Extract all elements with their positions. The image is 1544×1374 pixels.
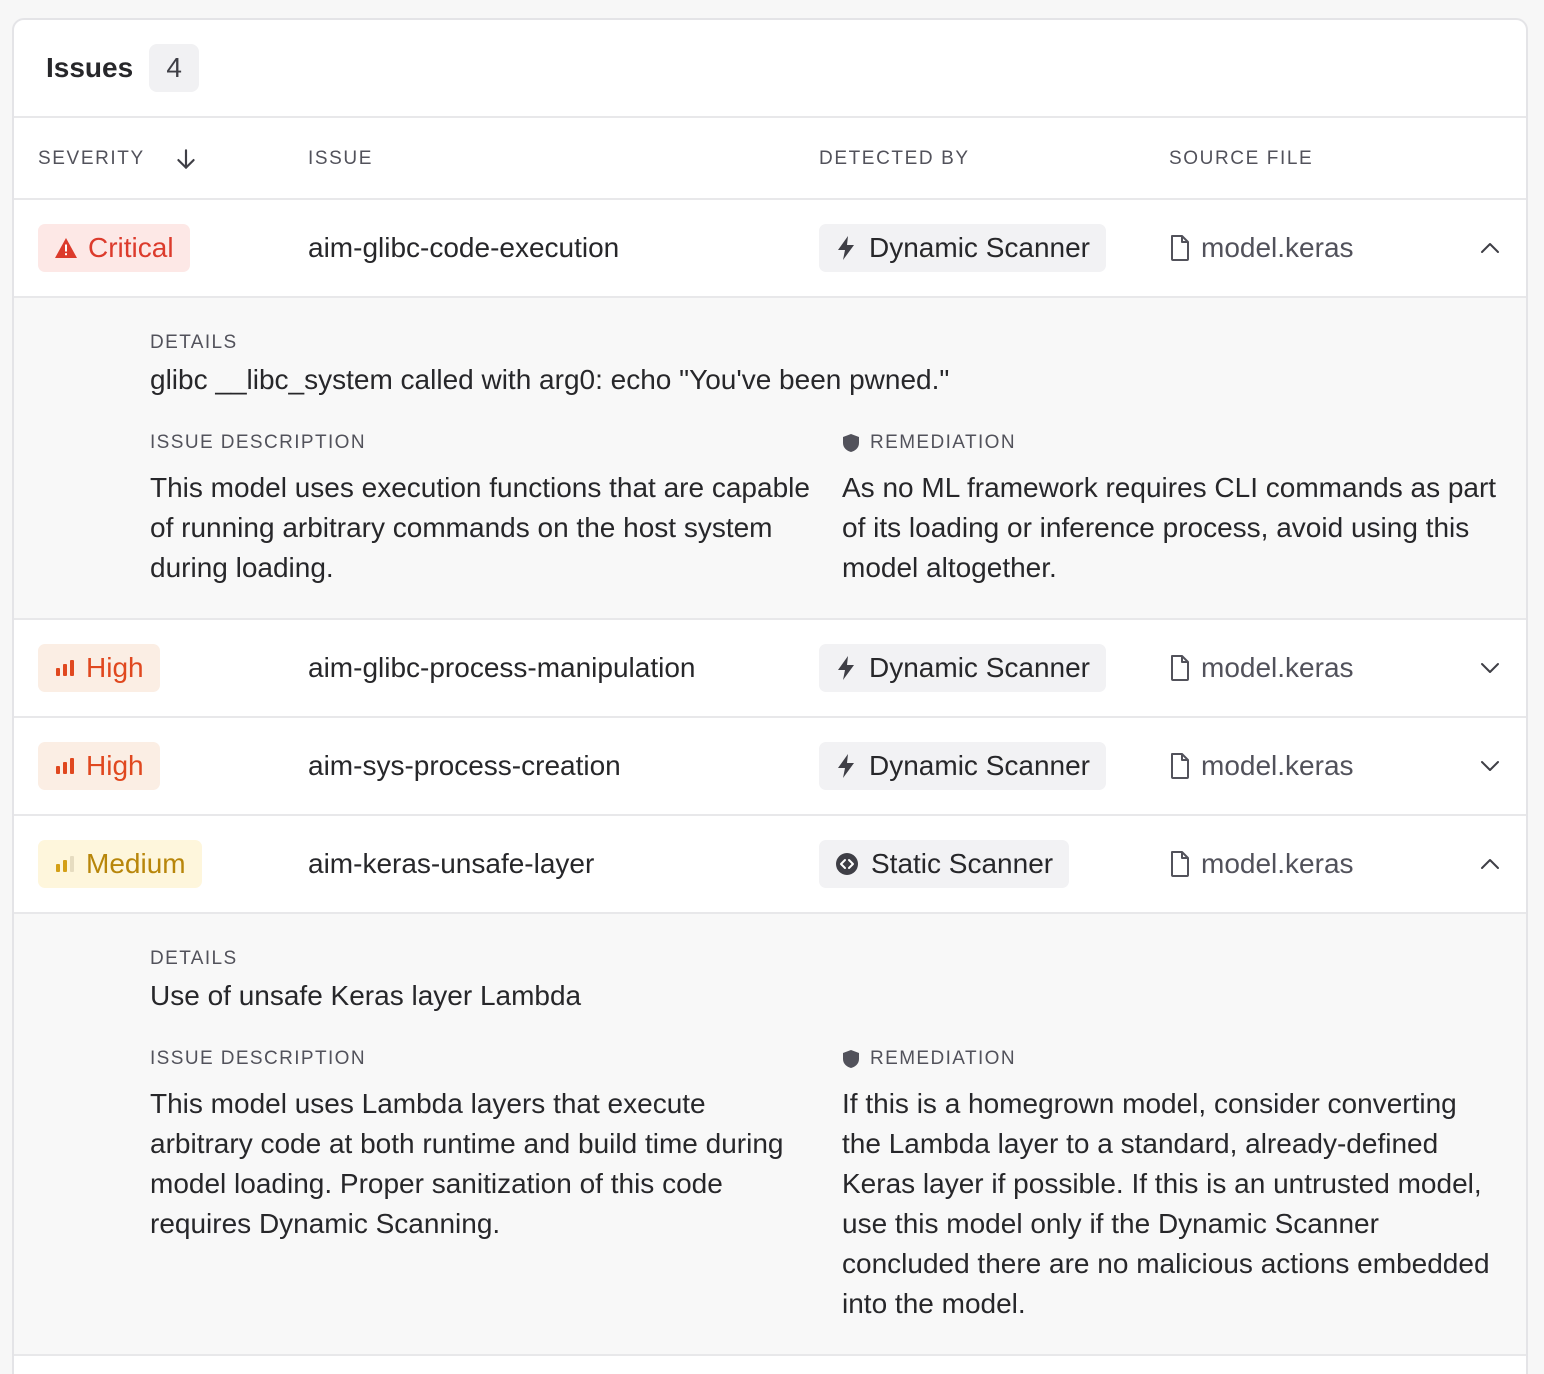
lightning-bolt-icon: [835, 235, 857, 261]
issue-name: aim-glibc-process-manipulation: [308, 652, 696, 683]
source-file: [1169, 200, 1354, 296]
severity-label: Medium: [86, 848, 186, 879]
lightning-bolt-icon: [835, 753, 857, 779]
severity-badge-medium: [38, 840, 202, 888]
file-icon: [1169, 850, 1191, 878]
table-row[interactable]: [14, 620, 1526, 718]
detected-by-badge: [819, 644, 1106, 692]
remediation-label-text: REMEDIATION: [870, 432, 1016, 453]
chevron-down-icon[interactable]: [1479, 661, 1501, 675]
table-row[interactable]: [14, 200, 1526, 298]
detected-by-label: Static Scanner: [871, 848, 1054, 879]
file-icon: [1169, 654, 1191, 682]
chevron-up-icon[interactable]: [1479, 857, 1501, 871]
sort-descending-icon[interactable]: [173, 146, 199, 172]
remediation-label-text: REMEDIATION: [870, 1048, 1016, 1069]
shield-icon: [842, 1049, 860, 1069]
source-file-label: model.keras: [1201, 750, 1354, 781]
chevron-down-icon[interactable]: [1479, 759, 1501, 773]
details-label: DETAILS: [150, 332, 238, 353]
remediation-label: [842, 432, 1502, 454]
issue-detail-panel: [14, 298, 1526, 620]
details-text: glibc __libc_system called with arg0: echo "You've been pwned.": [150, 364, 950, 395]
column-header-severity-label: SEVERITY: [38, 148, 145, 169]
panel-title: Issues: [46, 52, 134, 83]
source-file: [1169, 816, 1354, 912]
detected-by-label: Dynamic Scanner: [869, 652, 1090, 683]
remediation-text: As no ML framework requires CLI commands as part of its loading or inference process, avoid using this model altogether.: [842, 472, 1497, 583]
remediation-label: [842, 1048, 1502, 1070]
detected-by-badge: [819, 840, 1069, 888]
detected-by-badge: [819, 224, 1106, 272]
signal-bars-icon: [54, 658, 76, 678]
severity-label: High: [86, 652, 144, 683]
column-header-detected-by[interactable]: DETECTED BY: [819, 148, 970, 169]
severity-label: High: [86, 750, 144, 781]
table-header: [14, 118, 1526, 200]
issue-description-label: ISSUE DESCRIPTION: [150, 1048, 366, 1069]
issue-description-text: This model uses execution functions that are capable of running arbitrary commands on the host system during loading.: [150, 472, 810, 583]
signal-bars-icon: [54, 756, 76, 776]
detected-by-badge: [819, 742, 1106, 790]
issue-name: aim-sys-process-creation: [308, 750, 621, 781]
column-header-issue[interactable]: ISSUE: [308, 148, 374, 169]
detected-by-label: Dynamic Scanner: [869, 232, 1090, 263]
column-header-severity[interactable]: [38, 118, 199, 200]
lightning-bolt-icon: [835, 655, 857, 681]
panel-header: [14, 20, 1526, 118]
details-text: Use of unsafe Keras layer Lambda: [150, 980, 582, 1011]
severity-badge-high: [38, 644, 160, 692]
severity-label: Critical: [88, 232, 174, 263]
signal-bars-icon: [54, 854, 76, 874]
warning-triangle-icon: [54, 237, 78, 259]
table-row[interactable]: [14, 718, 1526, 816]
source-file-label: model.keras: [1201, 652, 1354, 683]
details-label: DETAILS: [150, 948, 238, 969]
issue-detail-panel: [14, 914, 1526, 1356]
detected-by-label: Dynamic Scanner: [869, 750, 1090, 781]
table-row[interactable]: [14, 816, 1526, 914]
file-icon: [1169, 234, 1191, 262]
issue-description-text: This model uses Lambda layers that execute arbitrary code at both runtime and build time during model loading. Proper sanitization of this code requires Dynamic Scanning.: [150, 1088, 784, 1239]
source-file: [1169, 718, 1354, 814]
issues-panel: [12, 18, 1528, 1374]
source-file: [1169, 620, 1354, 716]
severity-badge-critical: [38, 224, 190, 272]
issue-name: aim-keras-unsafe-layer: [308, 848, 595, 879]
shield-icon: [842, 433, 860, 453]
source-file-label: model.keras: [1201, 848, 1354, 879]
column-header-source-file[interactable]: SOURCE FILE: [1169, 148, 1314, 169]
severity-badge-high: [38, 742, 160, 790]
issue-description-label: ISSUE DESCRIPTION: [150, 432, 366, 453]
source-file-label: model.keras: [1201, 232, 1354, 263]
code-circle-icon: [835, 852, 859, 876]
issue-name: aim-glibc-code-execution: [308, 232, 620, 263]
remediation-text: If this is a homegrown model, consider converting the Lambda layer to a standard, already-defined Keras layer if possible. If this is an untrusted model, use this model only if the Dynamic Scanner concluded there are no malicious actions embedded into the model.: [842, 1088, 1490, 1319]
file-icon: [1169, 752, 1191, 780]
chevron-up-icon[interactable]: [1479, 241, 1501, 255]
issue-count-badge: 4: [149, 44, 199, 92]
